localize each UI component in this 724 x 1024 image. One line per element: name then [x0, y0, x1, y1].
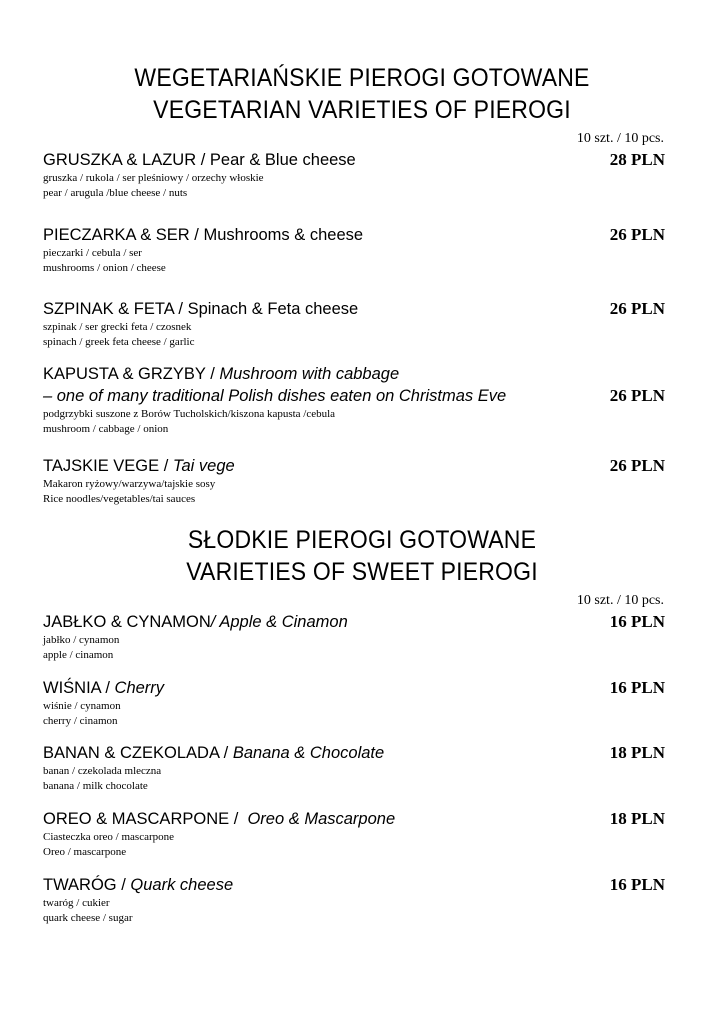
item-desc-pl: pieczarki / cebula / ser	[43, 247, 142, 259]
item-desc-pl: Makaron ryżowy/warzywa/tajskie sosy	[43, 478, 216, 490]
menu-item	[43, 677, 665, 729]
item-name	[43, 298, 665, 320]
item-name-pl: TWARÓG /	[43, 876, 126, 894]
menu-item	[43, 808, 665, 860]
item-price: 26 PLN	[609, 386, 665, 405]
item-name-en-continued: – one of many traditional Polish dishes eaten on Christmas Eve	[43, 387, 507, 405]
menu-item	[43, 611, 665, 663]
item-name	[43, 742, 665, 764]
item-desc-en: cherry / cinamon	[43, 715, 118, 727]
item-price: 16 PLN	[609, 678, 665, 697]
item-desc-en: Rice noodles/vegetables/tai sauces	[43, 493, 196, 505]
item-name-en: Mushrooms & cheese	[203, 226, 364, 244]
item-name-en: Mushroom with cabbage	[219, 365, 400, 383]
item-name	[43, 224, 665, 246]
item-name-en: Cherry	[114, 679, 165, 697]
portion-note: 10 szt. / 10 pcs.	[576, 593, 664, 608]
item-name-en: / Apple & Cinamon	[210, 613, 348, 631]
item-name	[43, 677, 665, 699]
item-name-en: Spinach & Feta cheese	[187, 300, 359, 318]
item-price: 18 PLN	[609, 809, 665, 828]
item-price: 28 PLN	[609, 150, 665, 169]
item-name	[43, 808, 665, 830]
item-name-en: Pear & Blue cheese	[209, 151, 356, 169]
item-desc-pl: jabłko / cynamon	[43, 634, 120, 646]
item-desc-pl: szpinak / ser grecki feta / czosnek	[43, 321, 192, 333]
item-name-pl: PIECZARKA & SER /	[43, 226, 199, 244]
item-name	[43, 874, 665, 896]
item-price: 26 PLN	[609, 456, 665, 475]
menu-item	[43, 363, 665, 437]
item-name-pl: BANAN & CZEKOLADA /	[43, 744, 229, 762]
item-desc-en: spinach / greek feta cheese / garlic	[43, 336, 195, 348]
item-name-pl: WIŚNIA /	[43, 679, 110, 697]
section-heading-sweet	[29, 524, 695, 588]
portion-note: 10 szt. / 10 pcs.	[576, 131, 664, 146]
item-name-en: Tai vege	[172, 457, 235, 475]
item-desc-pl: twaróg / cukier	[43, 897, 110, 909]
item-name	[43, 455, 665, 477]
item-desc-en: Oreo / mascarpone	[43, 846, 127, 858]
item-name	[43, 149, 665, 171]
section-title-en: VARIETIES OF SWEET PIEROGI	[186, 558, 538, 586]
menu-item	[43, 874, 665, 926]
item-name-en: Quark cheese	[130, 876, 234, 894]
item-desc-pl: podgrzybki suszone z Borów Tucholskich/kiszona kapusta /cebula	[43, 408, 336, 420]
menu-item	[43, 149, 665, 201]
section-heading-vegetarian	[29, 62, 695, 126]
section-title-pl: WEGETARIAŃSKIE PIEROGI GOTOWANE	[134, 64, 590, 92]
menu-item	[43, 742, 665, 794]
item-desc-en: pear / arugula /blue cheese / nuts	[43, 187, 188, 199]
item-desc-en: mushrooms / onion / cheese	[43, 262, 166, 274]
item-price: 26 PLN	[609, 299, 665, 318]
item-desc-en: banana / milk chocolate	[43, 780, 148, 792]
item-name	[43, 611, 665, 633]
item-name-en: Oreo & Mascarpone	[247, 810, 396, 828]
item-desc-pl: wiśnie / cynamon	[43, 700, 121, 712]
item-desc-pl: banan / czekolada mleczna	[43, 765, 162, 777]
menu-item	[43, 298, 665, 350]
item-desc-en: mushroom / cabbage / onion	[43, 423, 169, 435]
item-name-pl: OREO & MASCARPONE /	[43, 810, 239, 828]
item-name-pl: SZPINAK & FETA /	[43, 300, 183, 318]
section-title-pl: SŁODKIE PIEROGI GOTOWANE	[187, 526, 537, 554]
item-name-en: Banana & Chocolate	[232, 744, 385, 762]
item-name-pl: KAPUSTA & GRZYBY /	[43, 365, 215, 383]
item-price: 16 PLN	[609, 875, 665, 894]
item-price: 26 PLN	[609, 225, 665, 244]
item-price: 16 PLN	[609, 612, 665, 631]
menu-item	[43, 224, 665, 276]
item-name-pl: JABŁKO & CYNAMON	[43, 613, 211, 631]
menu-item	[43, 455, 665, 507]
item-desc-pl: Ciasteczka oreo / mascarpone	[43, 831, 175, 843]
item-name-pl: TAJSKIE VEGE /	[43, 457, 169, 475]
item-desc-en: quark cheese / sugar	[43, 912, 133, 924]
section-title-en: VEGETARIAN VARIETIES OF PIEROGI	[153, 96, 571, 124]
item-name	[43, 363, 665, 385]
item-name-pl: GRUSZKA & LAZUR /	[43, 151, 206, 169]
item-price: 18 PLN	[609, 743, 665, 762]
item-desc-en: apple / cinamon	[43, 649, 114, 661]
item-desc-pl: gruszka / rukola / ser pleśniowy / orzechy włoskie	[43, 172, 264, 184]
